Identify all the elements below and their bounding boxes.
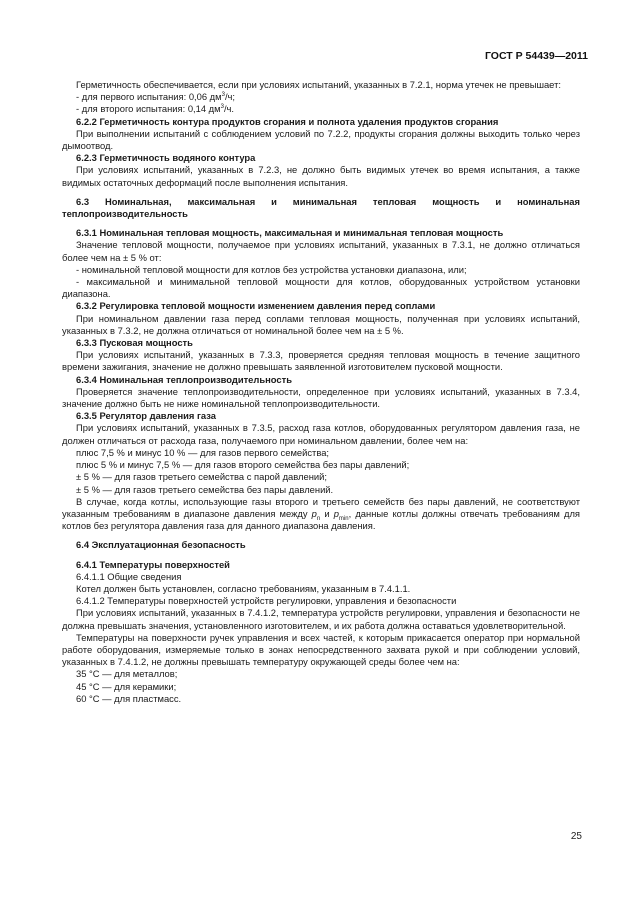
- paragraph-6-2-3: При условиях испытаний, указанных в 7.2.3, не должно быть видимых утечек во время испытания, а также видимых остаточных деформаций после выполнения испытания.: [62, 164, 580, 188]
- paragraph-6-3-2: При номинальном давлении газа перед соплами тепловая мощность, полученная при условиях испытаний, указанных в 7.3.2, не должна отличаться от номинальной более чем на ± 5 %.: [62, 312, 580, 336]
- paragraph-6-4-1-1: 6.4.1.1 Общие сведения: [76, 570, 182, 582]
- paragraph-first-test-limit: - для первого испытания: 0,06 $дм^3/ч$;: [76, 91, 236, 103]
- paragraph-6-3-5-b: плюс 5 % и минус 7,5 % — для газов второго семейства без пары давлений;: [76, 459, 410, 471]
- paragraph-tightness-intro: Герметичность обеспечивается, если при условиях испытаний, указанных в 7.2.1, норма утечек не превышает:: [76, 79, 561, 90]
- paragraph-6-4-1-1-a: Котел должен быть установлен, согласно требованиям, указанным в 7.4.1.1.: [76, 582, 411, 594]
- paragraph-6-3-5-e: В случае, когда котлы, использующие газы второго и третьего семейств без пары давлений, не соответствуют указанным требованиям в диапазоне давления между $p_n$ и $p_{min}$, данные котлы должны отвечать требованиям для котлов без регулятора давления газа для данного диапазона давления.: [62, 495, 580, 532]
- paragraph-6-4-1-2: 6.4.1.2 Температуры поверхностей устройств регулировки, управления и безопасности: [76, 595, 457, 607]
- paragraph-6-3-1: Значение тепловой мощности, получаемое при условиях испытаний, указанных в 7.3.1, не должно отличаться более чем на ± 5 % от:: [62, 239, 580, 263]
- paragraph-6-3-4: Проверяется значение теплопроизводительности, определенное при условиях испытаний, указанных в 7.3.4, значение должно быть не ниже номинальной теплопроизводительности.: [62, 385, 580, 410]
- paragraph-6-4-1-2-b: Температуры на поверхности ручек управления и всех частей, к которым прикасается оператор при нормальной работе оборудования, измеряемые только в зонах непосредственного захвата рукой и при соблюдении условий, указанных в 7.4.1.2, не должны превышать температуру окружающей среды более чем на:: [62, 631, 580, 668]
- heading-6-3: 6.3 Номинальная, максимальная и минимальная тепловая мощность и номинальная теплопроизводительность: [62, 195, 580, 220]
- paragraph-6-3-1-a: - номинальной тепловой мощности для котлов без устройства установки диапазона, или;: [76, 263, 467, 275]
- paragraph-temp-metals: 35 °С — для металлов;: [76, 668, 178, 680]
- heading-6-2-2: 6.2.2 Герметичность контура продуктов сгорания и полнота удаления продуктов сгорания: [76, 115, 499, 127]
- paragraph-6-3-5: При условиях испытаний, указанных в 7.3.5, расход газа котлов, оборудованных регулятором давления газа, не должен отличаться от расхода газа, получаемого при номинальном давлении, более чем на:: [62, 422, 580, 446]
- paragraph-temp-ceramics: 45 °С — для керамики;: [76, 680, 177, 692]
- paragraph-6-3-5-d: ± 5 % — для газов третьего семейства без пары давлений.: [76, 483, 334, 495]
- heading-6-4: 6.4 Эксплуатационная безопасность: [76, 539, 246, 551]
- heading-6-3-5: 6.3.5 Регулятор давления газа: [76, 410, 216, 422]
- heading-6-4-1: 6.4.1 Температуры поверхностей: [76, 558, 230, 570]
- paragraph-6-3-5-c: ± 5 % — для газов третьего семейства с парой давлений;: [76, 471, 327, 483]
- page-number: 25: [570, 831, 582, 842]
- paragraph-6-3-5-a: плюс 7,5 % и минус 10 % — для газов первого семейства;: [76, 446, 330, 458]
- heading-6-3-1: 6.3.1 Номинальная тепловая мощность, максимальная и минимальная тепловая мощность: [76, 227, 504, 239]
- paragraph-6-2-2: При выполнении испытаний с соблюдением условий по 7.2.2, продукты сгорания должны выходить только через дымоотвод.: [62, 127, 580, 152]
- document-code-header: ГОСТ Р 54439—2011: [484, 50, 588, 62]
- paragraph-6-3-3: При условиях испытаний, указанных в 7.3.3, проверяется средняя тепловая мощность в течение защитного времени зажигания, значение не должно превышать заявленной изготовителем пусковой мощности.: [62, 349, 580, 373]
- document-body: [62, 79, 580, 705]
- heading-6-3-3: 6.3.3 Пусковая мощность: [76, 337, 193, 349]
- heading-6-3-2: 6.3.2 Регулировка тепловой мощности изменением давления перед соплами: [76, 300, 436, 312]
- paragraph-second-test-limit: - для второго испытания: 0,14 $дм^3/ч$.: [76, 103, 235, 115]
- paragraph-6-4-1-2-a: При условиях испытаний, указанных в 7.4.1.2, температура устройств регулировки, управления и безопасности не должна превышать значения, установленного изготовителем, и их работа должна оставаться удовлетворительной.: [62, 607, 580, 631]
- heading-6-3-4: 6.3.4 Номинальная теплопроизводительность: [76, 373, 292, 385]
- paragraph-temp-plastics: 60 °С — для пластмасс.: [76, 692, 182, 704]
- heading-6-2-3: 6.2.3 Герметичность водяного контура: [76, 152, 256, 164]
- paragraph-6-3-1-b: - максимальной и минимальной тепловой мощности для котлов, оборудованных устройством установки диапазона.: [62, 276, 580, 300]
